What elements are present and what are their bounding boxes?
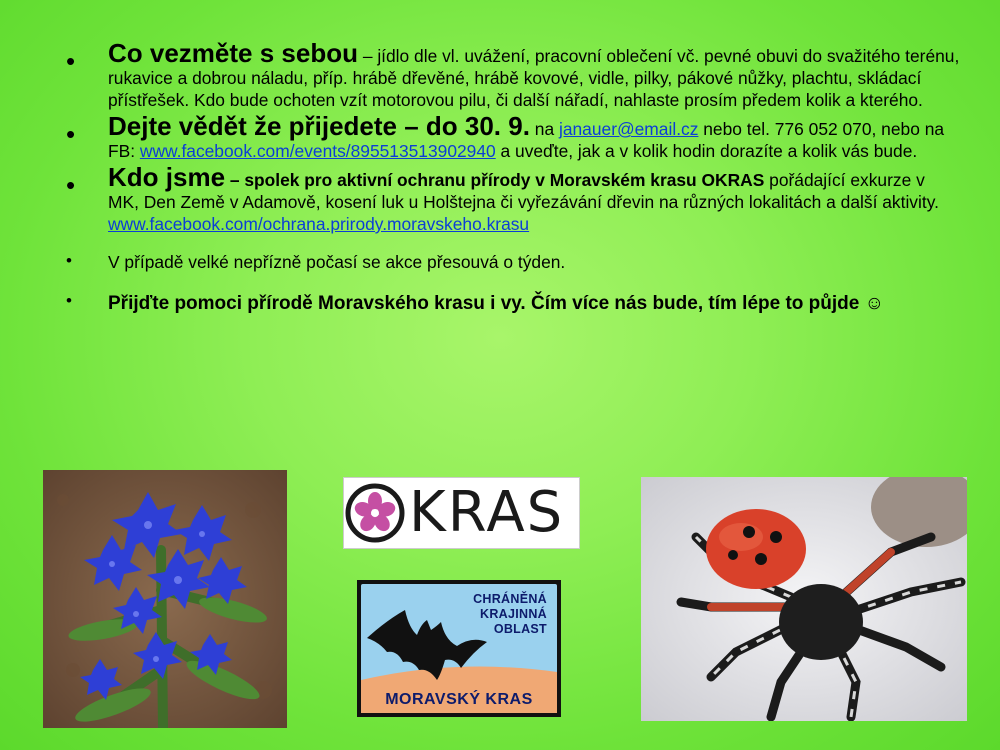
ladybird-spider-photo (641, 477, 967, 721)
bullet-body (108, 38, 960, 111)
gentian-flower-illustration (43, 470, 287, 728)
bullet-heading: Kdo jsme (108, 162, 226, 192)
bullet-text: nebo tel. 776 052 070, nebo na FB: (108, 119, 945, 161)
chko-line-3: OBLAST (493, 622, 547, 636)
chko-line-2: KRAJINNÁ (480, 607, 547, 621)
bullet-text: a uveďte, jak a v kolik hodin dorazíte a kolik vás bude. (495, 141, 918, 161)
bullet-bold-text: – spolek pro aktivní ochranu přírody v Moravském krasu OKRAS (225, 170, 765, 190)
okras-wordmark: KRAS (409, 480, 565, 545)
bullet-heading: Dejte vědět že přijedete – do 30. 9. (108, 111, 530, 141)
bullet-dot: • (66, 251, 72, 270)
bullet-body (108, 162, 960, 235)
bullet-dot: • (66, 119, 76, 149)
chko-moravsky-kras-logo (357, 580, 561, 717)
bullet-what-to-bring (60, 38, 960, 111)
bullet-text: na (529, 119, 559, 139)
bullet-list (60, 38, 960, 316)
bullet-invitation (60, 291, 960, 316)
spider-illustration (641, 477, 967, 721)
bullet-text: – jídlo dle vl. uvážení, pracovní oblečení vč. pevné obuvi do svažitého terénu, rukavice a dobrou náladu, příp. hrábě dřevěné, hrábě kovové, vidle, pilky, pákové nůžky, plachtu, skládací přístřešek. Kdo bude ochoten vzít motorovou pilu, či další nářadí, nahlaste prosím předem kolik a kterého. (108, 46, 960, 110)
bullet-who-we-are (60, 162, 960, 235)
facebook-page-link[interactable]: www.facebook.com/ochrana.prirody.moravskeho.krasu (108, 214, 530, 234)
chko-title-lines (473, 592, 547, 637)
bullet-heading: Co vezměte s sebou (108, 38, 358, 68)
bullet-dot: • (66, 46, 76, 76)
chko-bottom-label: MORAVSKÝ KRAS (385, 691, 533, 708)
bullet-weather (60, 251, 960, 273)
email-link[interactable]: janauer@email.cz (558, 119, 699, 139)
chko-line-1: CHRÁNĚNÁ (473, 592, 547, 606)
bullet-text: V případě velké nepřízně počasí se akce přesouvá o týden. (108, 252, 566, 272)
bullet-body (108, 111, 960, 162)
okras-flower-icon (344, 482, 406, 544)
okras-logo (343, 477, 580, 549)
bullet-text: Přijďte pomoci přírodě Moravského krasu i vy. Čím více nás bude, tím lépe to půjde ☺ (108, 293, 885, 314)
bullet-rsvp (60, 111, 960, 162)
gentian-flower-photo (43, 470, 287, 728)
bullet-text: pořádající exkurze v MK, Den Země v Adamově, kosení luk u Holštejna či vyřezávání dřevin na různých lokalitách a další aktivity. (108, 170, 939, 212)
bullet-dot: • (66, 291, 72, 310)
bullet-dot: • (66, 170, 76, 200)
facebook-event-link[interactable]: www.facebook.com/events/895513513902940 (139, 141, 496, 161)
